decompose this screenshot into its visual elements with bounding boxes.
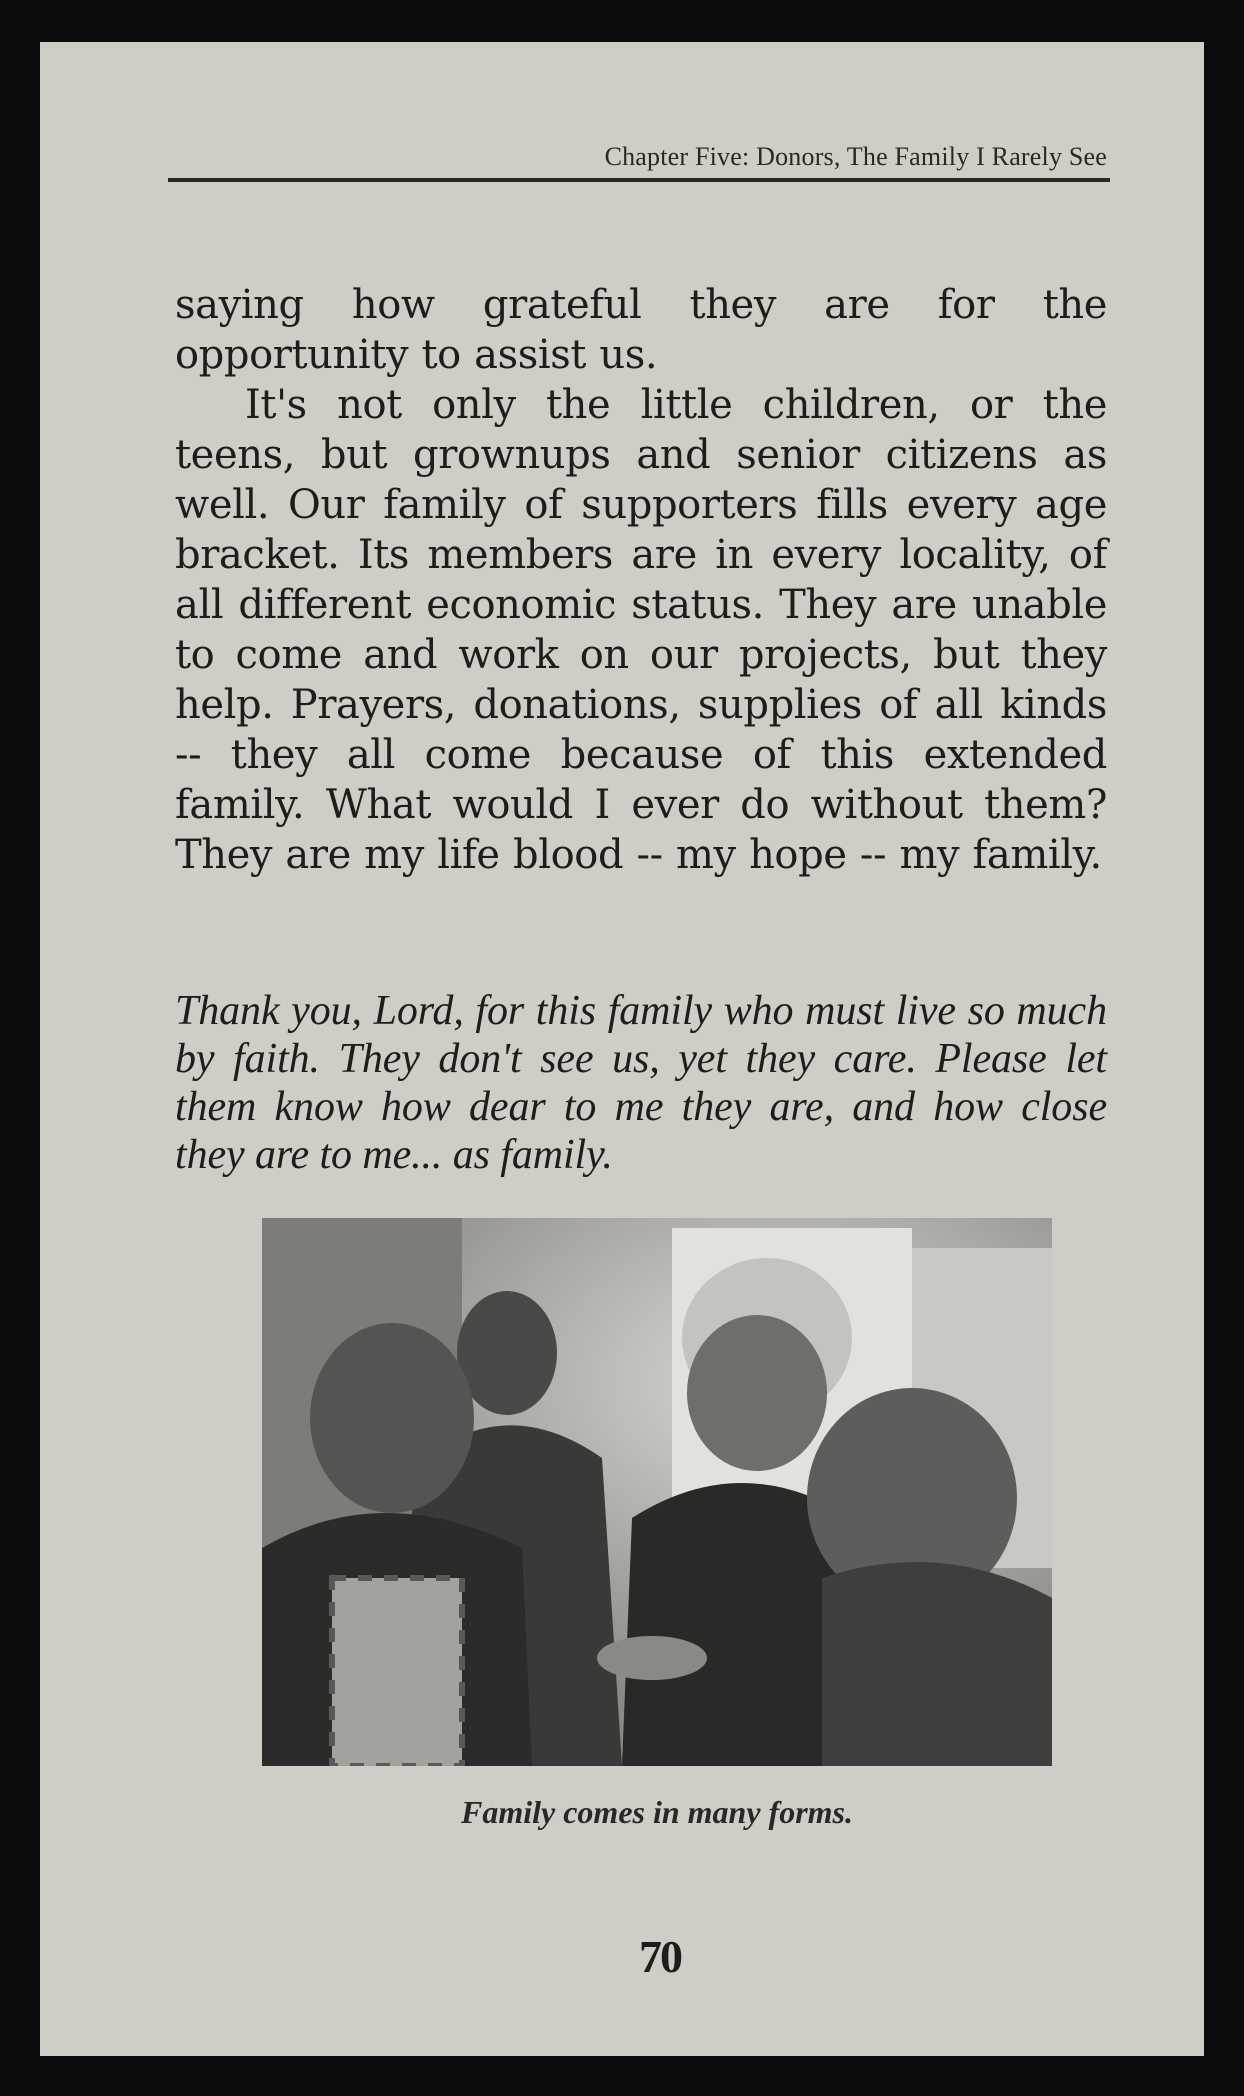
body-text bbox=[175, 280, 1107, 880]
book-page bbox=[40, 42, 1204, 2056]
photo-people-greeting bbox=[262, 1218, 1052, 1766]
paragraph-2: It's not only the little children, or the teens, but grownups and senior citizens as well. Our family of supporters fills every age bracket. Its members are in every locality, of all different economic status. They are unable to come and work on our projects, but they help. Prayers, donations, supplies of all kinds -- they all come because of this extended family. What would I ever do without them? They are my life blood -- my hope -- my family. bbox=[175, 382, 1107, 878]
running-head: Chapter Five: Donors, The Family I Rarely See bbox=[604, 142, 1107, 171]
photo-image bbox=[262, 1218, 1052, 1766]
photo-caption: Family comes in many forms. bbox=[461, 1794, 853, 1830]
page-number: 70 bbox=[639, 1931, 681, 1982]
header-rule bbox=[168, 178, 1110, 182]
paragraph-1: saying how grateful they are for the opportunity to assist us. bbox=[175, 282, 1107, 378]
prayer-text: Thank you, Lord, for this family who must live so much by faith. They don't see us, yet they care. Please let them know how dear to me they are, and how close they are to me... as family. bbox=[175, 988, 1107, 1178]
